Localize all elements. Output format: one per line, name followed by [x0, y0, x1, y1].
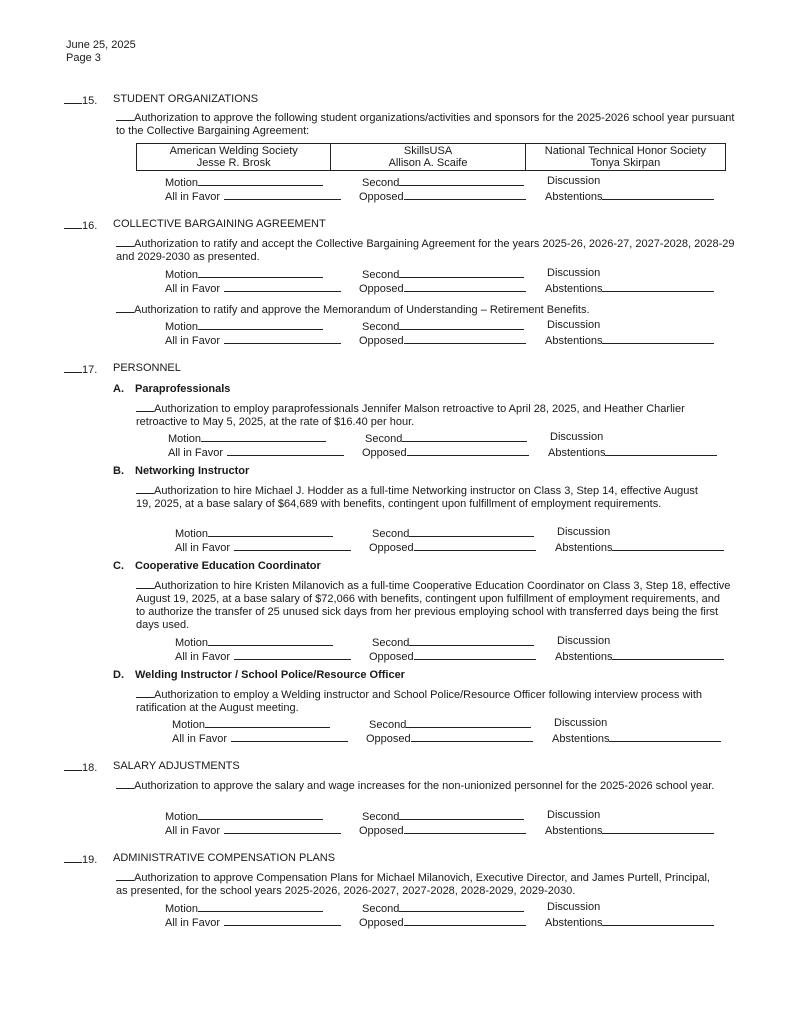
- second-field: [362, 319, 524, 334]
- opposed-label: Opposed: [366, 733, 411, 745]
- opposed-blank[interactable]: [404, 915, 526, 926]
- org-sponsor: Allison A. Scaife: [388, 157, 468, 169]
- abstentions-blank[interactable]: [602, 281, 714, 292]
- discussion-label-cell: [557, 526, 610, 539]
- org-sponsor: Jesse R. Brosk: [196, 157, 271, 169]
- all-in-favor-field: [175, 540, 351, 555]
- all-in-favor-field: [165, 333, 341, 348]
- all-in-favor-label: All in Favor: [168, 447, 224, 459]
- vote-block: [172, 717, 772, 745]
- student-organizations-table: [136, 143, 726, 171]
- motion-label: Motion: [165, 903, 199, 915]
- vote-block: [175, 526, 775, 554]
- check-blank[interactable]: [64, 852, 82, 863]
- motion-field: [165, 175, 323, 190]
- all-in-favor-field: [168, 445, 344, 460]
- opposed-field: [359, 189, 526, 204]
- discussion-label: Discussion: [547, 175, 601, 187]
- vote-block: [168, 431, 768, 459]
- subsection-c-text: Authorization to hire Kristen Milanovich as a full-time Cooperative Education Coordinator on Class 3, Step 18, effective August 19, 2025, at a base salary of $72,066 with benefits, contingent upon fulfillment of employment requirements, and to authorize the transfer of 25 unused sick days from her previous employing school with transferred days being the first days used.: [136, 580, 731, 631]
- subsection-b-text: Authorization to hire Michael J. Hodder as a full-time Networking instructor on Class 3, Step 14, effective August 19, 2025, at a base salary of $64,689 with benefits, contingent upon fulfillment of employment requirements.: [136, 485, 698, 510]
- section-17-title: PERSONNEL: [113, 362, 181, 374]
- second-blank[interactable]: [399, 319, 524, 330]
- second-field: [362, 267, 524, 282]
- vote-block: [165, 175, 765, 203]
- vote-block: [165, 319, 765, 347]
- abstentions-label: Abstentions: [555, 542, 613, 554]
- motion-label: Motion: [172, 719, 206, 731]
- org-name: SkillsUSA: [403, 145, 453, 157]
- check-blank[interactable]: [64, 760, 82, 771]
- opposed-field: [366, 731, 533, 746]
- abstentions-label: Abstentions: [545, 917, 603, 929]
- subsection-a-letter: A.: [113, 383, 124, 395]
- abstentions-blank[interactable]: [602, 333, 714, 344]
- motion-blank[interactable]: [198, 901, 323, 912]
- discussion-label: Discussion: [557, 526, 611, 538]
- second-label: Second: [369, 719, 407, 731]
- abstentions-blank[interactable]: [612, 540, 724, 551]
- all-in-favor-label: All in Favor: [165, 191, 221, 203]
- discussion-label-cell: [547, 901, 600, 914]
- abstentions-field: [545, 915, 714, 930]
- abstentions-label: Abstentions: [548, 447, 606, 459]
- motion-blank[interactable]: [201, 431, 326, 442]
- section-18-number: 18.: [64, 760, 97, 775]
- subsection-d-title: Welding Instructor / School Police/Resource Officer: [135, 669, 405, 681]
- opposed-blank[interactable]: [414, 649, 536, 660]
- discussion-label-cell: [547, 267, 600, 280]
- motion-label: Motion: [165, 321, 199, 333]
- motion-blank[interactable]: [205, 717, 330, 728]
- opposed-blank[interactable]: [404, 333, 526, 344]
- org-name: American Welding Society: [169, 145, 298, 157]
- opposed-blank[interactable]: [404, 823, 526, 834]
- second-label: Second: [362, 321, 400, 333]
- all-in-favor-label: All in Favor: [165, 335, 221, 347]
- second-blank[interactable]: [409, 635, 534, 646]
- all-in-favor-blank[interactable]: [224, 333, 341, 344]
- all-in-favor-blank[interactable]: [234, 540, 351, 551]
- opposed-field: [359, 915, 526, 930]
- opposed-field: [369, 649, 536, 664]
- vote-block: [165, 901, 765, 929]
- check-blank[interactable]: [64, 93, 82, 104]
- abstentions-label: Abstentions: [545, 825, 603, 837]
- all-in-favor-field: [172, 731, 348, 746]
- abstentions-blank[interactable]: [602, 915, 714, 926]
- opposed-field: [359, 333, 526, 348]
- abstentions-blank[interactable]: [612, 649, 724, 660]
- all-in-favor-label: All in Favor: [175, 651, 231, 663]
- discussion-label: Discussion: [547, 809, 601, 821]
- all-in-favor-blank[interactable]: [234, 649, 351, 660]
- check-blank[interactable]: [136, 687, 154, 698]
- opposed-label: Opposed: [369, 651, 414, 663]
- discussion-label: Discussion: [550, 431, 604, 443]
- discussion-label-cell: [554, 717, 607, 730]
- abstentions-field: [545, 333, 714, 348]
- check-blank[interactable]: [136, 578, 154, 589]
- second-label: Second: [362, 811, 400, 823]
- all-in-favor-blank[interactable]: [224, 281, 341, 292]
- motion-label: Motion: [175, 637, 209, 649]
- vote-block: [175, 635, 775, 663]
- opposed-blank[interactable]: [404, 281, 526, 292]
- second-blank[interactable]: [402, 431, 527, 442]
- section-18-item-text: Authorization to approve the salary and wage increases for the non-unionized personnel for the 2025-2026 school year.: [116, 778, 716, 793]
- check-blank[interactable]: [116, 778, 134, 789]
- check-blank[interactable]: [64, 218, 82, 229]
- abstentions-field: [555, 540, 724, 555]
- abstentions-field: [548, 445, 717, 460]
- all-in-favor-field: [165, 915, 341, 930]
- document-date: June 25, 2025: [66, 39, 136, 51]
- all-in-favor-label: All in Favor: [165, 283, 221, 295]
- section-15-number: 15.: [64, 93, 97, 108]
- abstentions-field: [555, 649, 724, 664]
- check-blank[interactable]: [116, 236, 134, 247]
- abstentions-field: [545, 823, 714, 838]
- discussion-label: Discussion: [554, 717, 608, 729]
- opposed-label: Opposed: [362, 447, 407, 459]
- opposed-label: Opposed: [359, 917, 404, 929]
- opposed-field: [359, 823, 526, 838]
- abstentions-label: Abstentions: [545, 283, 603, 295]
- abstentions-label: Abstentions: [552, 733, 610, 745]
- subsection-a-title: Paraprofessionals: [135, 383, 231, 395]
- subsection-d-text: Authorization to employ a Welding instructor and School Police/Resource Officer following interview process with ratification at the August meeting.: [136, 689, 703, 714]
- subsection-b-title: Networking Instructor: [135, 465, 250, 477]
- org-sponsor: Tonya Skirpan: [590, 157, 661, 169]
- all-in-favor-field: [175, 649, 351, 664]
- motion-field: [175, 635, 333, 650]
- second-label: Second: [362, 903, 400, 915]
- motion-blank[interactable]: [198, 319, 323, 330]
- discussion-label-cell: [547, 319, 600, 332]
- motion-field: [168, 431, 326, 446]
- org-name: National Technical Honor Society: [544, 145, 706, 157]
- all-in-favor-blank[interactable]: [227, 445, 344, 456]
- motion-field: [165, 809, 323, 824]
- opposed-blank[interactable]: [407, 445, 529, 456]
- second-blank[interactable]: [399, 901, 524, 912]
- second-label: Second: [372, 528, 410, 540]
- opposed-label: Opposed: [369, 542, 414, 554]
- all-in-favor-blank[interactable]: [224, 189, 341, 200]
- motion-label: Motion: [165, 177, 199, 189]
- motion-blank[interactable]: [198, 267, 323, 278]
- second-field: [372, 635, 534, 650]
- second-label: Second: [365, 433, 403, 445]
- second-blank[interactable]: [399, 267, 524, 278]
- second-label: Second: [362, 269, 400, 281]
- check-blank[interactable]: [136, 401, 154, 412]
- abstentions-field: [545, 281, 714, 296]
- motion-blank[interactable]: [208, 526, 333, 537]
- motion-label: Motion: [168, 433, 202, 445]
- abstentions-field: [552, 731, 721, 746]
- section-19-item-text: Authorization to approve Compensation Plans for Michael Milanovich, Executive Director, and James Purtell, Principal, as presented, for the school years 2025-2026, 2026-2027, 2027-2028, 2028-2029, 2029-2030.: [116, 872, 710, 897]
- all-in-favor-blank[interactable]: [224, 915, 341, 926]
- abstentions-blank[interactable]: [605, 445, 717, 456]
- check-blank[interactable]: [116, 302, 134, 313]
- abstentions-blank[interactable]: [602, 823, 714, 834]
- opposed-blank[interactable]: [404, 189, 526, 200]
- section-16-item-1-text: Authorization to ratify and accept the Collective Bargaining Agreement for the years 2025-26, 2026-27, 2027-2028, 2028-29 and 2029-2030 as presented.: [116, 238, 735, 263]
- subsection-b-letter: B.: [113, 465, 124, 477]
- discussion-label: Discussion: [547, 267, 601, 279]
- second-field: [365, 431, 527, 446]
- motion-blank[interactable]: [198, 809, 323, 820]
- abstentions-label: Abstentions: [545, 191, 603, 203]
- discussion-label-cell: [550, 431, 603, 444]
- all-in-favor-label: All in Favor: [172, 733, 228, 745]
- discussion-label: Discussion: [547, 319, 601, 331]
- opposed-label: Opposed: [359, 191, 404, 203]
- second-blank[interactable]: [406, 717, 531, 728]
- all-in-favor-field: [165, 823, 341, 838]
- opposed-label: Opposed: [359, 283, 404, 295]
- motion-label: Motion: [165, 811, 199, 823]
- second-field: [362, 809, 524, 824]
- motion-label: Motion: [175, 528, 209, 540]
- abstentions-label: Abstentions: [545, 335, 603, 347]
- vote-block: [165, 809, 765, 837]
- section-16-title: COLLECTIVE BARGAINING AGREEMENT: [113, 218, 326, 230]
- page-number: Page 3: [66, 52, 101, 64]
- abstentions-field: [545, 189, 714, 204]
- opposed-field: [362, 445, 529, 460]
- subsection-c-letter: C.: [113, 560, 124, 572]
- discussion-label-cell: [547, 175, 600, 188]
- check-blank[interactable]: [136, 483, 154, 494]
- motion-blank[interactable]: [208, 635, 333, 646]
- opposed-field: [359, 281, 526, 296]
- section-15-title: STUDENT ORGANIZATIONS: [113, 93, 259, 105]
- abstentions-blank[interactable]: [602, 189, 714, 200]
- subsection-d-letter: D.: [113, 669, 124, 681]
- opposed-field: [369, 540, 536, 555]
- section-16-item-2-text: Authorization to ratify and approve the Memorandum of Understanding – Retirement Benefits.: [116, 302, 741, 317]
- second-label: Second: [372, 637, 410, 649]
- second-field: [372, 526, 534, 541]
- second-field: [369, 717, 531, 732]
- motion-field: [165, 267, 323, 282]
- all-in-favor-field: [165, 189, 341, 204]
- second-blank[interactable]: [399, 809, 524, 820]
- discussion-label: Discussion: [547, 901, 601, 913]
- abstentions-blank[interactable]: [609, 731, 721, 742]
- discussion-label: Discussion: [557, 635, 611, 647]
- section-18-title: SALARY ADJUSTMENTS: [113, 760, 240, 772]
- second-field: [362, 901, 524, 916]
- opposed-label: Opposed: [359, 825, 404, 837]
- opposed-blank[interactable]: [411, 731, 533, 742]
- section-16-number: 16.: [64, 218, 97, 233]
- all-in-favor-label: All in Favor: [165, 825, 221, 837]
- motion-field: [175, 526, 333, 541]
- discussion-label-cell: [557, 635, 610, 648]
- subsection-c-title: Cooperative Education Coordinator: [135, 560, 321, 572]
- second-label: Second: [362, 177, 400, 189]
- opposed-blank[interactable]: [414, 540, 536, 551]
- section-17-number: 17.: [64, 362, 97, 377]
- all-in-favor-label: All in Favor: [175, 542, 231, 554]
- all-in-favor-blank[interactable]: [224, 823, 341, 834]
- subsection-a-text: Authorization to employ paraprofessionals Jennifer Malson retroactive to April 28, 2025, and Heather Charlier retroactive to May 5, 2025, at the rate of $16.40 per hour.: [136, 403, 685, 428]
- opposed-label: Opposed: [359, 335, 404, 347]
- motion-field: [172, 717, 330, 732]
- section-19-title: ADMINISTRATIVE COMPENSATION PLANS: [113, 852, 336, 864]
- section-15-item-text: Authorization to approve the following student organizations/activities and sponsors for the 2025-2026 school year pursuant to the Collective Bargaining Agreement:: [116, 112, 735, 137]
- all-in-favor-field: [165, 281, 341, 296]
- second-blank[interactable]: [409, 526, 534, 537]
- all-in-favor-label: All in Favor: [165, 917, 221, 929]
- motion-blank[interactable]: [198, 175, 323, 186]
- motion-field: [165, 319, 323, 334]
- motion-field: [165, 901, 323, 916]
- check-blank[interactable]: [64, 362, 82, 373]
- vote-block: [165, 267, 765, 295]
- second-field: [362, 175, 524, 190]
- abstentions-label: Abstentions: [555, 651, 613, 663]
- check-blank[interactable]: [116, 110, 134, 121]
- all-in-favor-blank[interactable]: [231, 731, 348, 742]
- second-blank[interactable]: [399, 175, 524, 186]
- motion-label: Motion: [165, 269, 199, 281]
- discussion-label-cell: [547, 809, 600, 822]
- section-19-number: 19.: [64, 852, 97, 867]
- check-blank[interactable]: [116, 870, 134, 881]
